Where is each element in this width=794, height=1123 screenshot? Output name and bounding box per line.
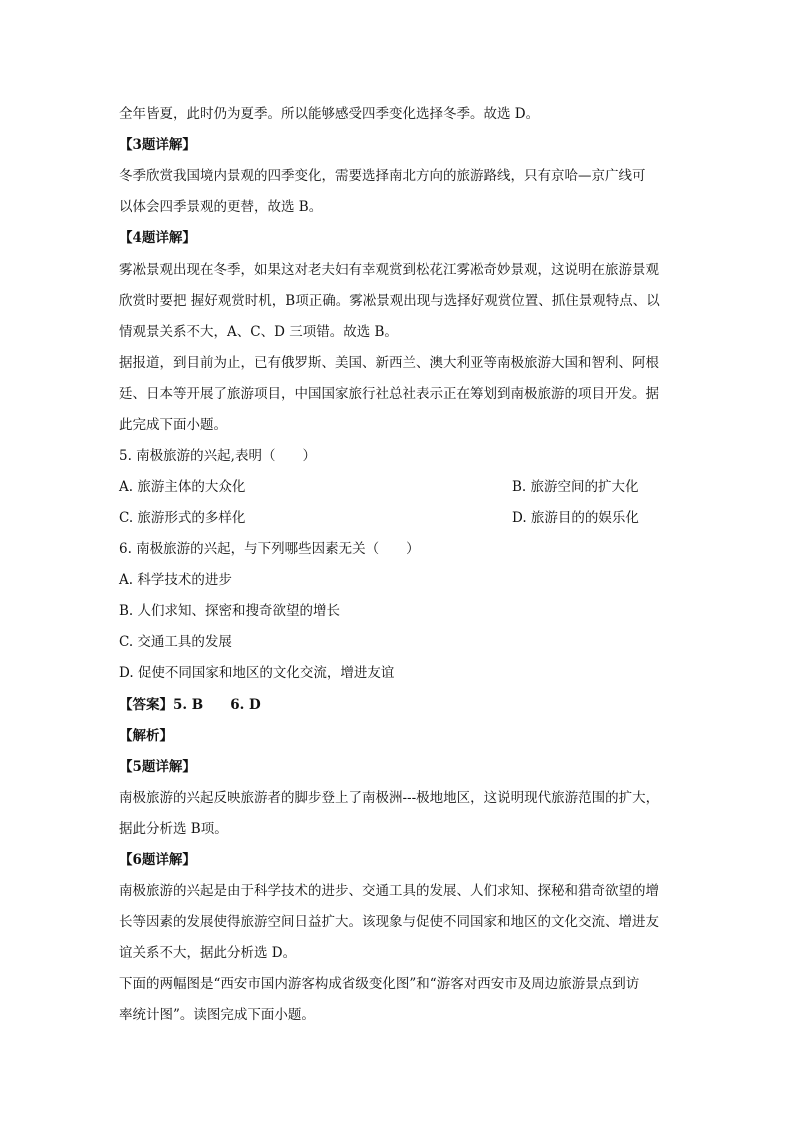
section-heading-q5: 【5题详解】 [119,759,196,775]
text-line: 廷、日本等开展了旅游项目，中国国家旅行社总社表示正在筹划到南极旅游的项目开发。据 [119,386,659,402]
text-line: 据报道，到目前为止，已有俄罗斯、美国、新西兰、澳大利亚等南极旅游大国和智利、阿根 [119,355,659,371]
text-line: 冬季欣赏我国境内景观的四季变化，需要选择南北方向的旅游路线，只有京哈—京广线可 [119,168,646,184]
text-line: 全年皆夏，此时仍为夏季。所以能够感受四季变化选择冬季。故选 D。 [119,106,540,122]
text-line: 情观景关系不大，A、C、D 三项错。故选 B。 [119,324,398,340]
text-line: 下面的两幅图是“西安市国内游客构成省级变化图”和“游客对西安市及周边旅游景点到访 [119,976,640,992]
question-5-options-row-1 [119,477,679,497]
question-5-options-row-2 [119,508,679,528]
text-line: 率统计图”。读图完成下面小题。 [119,1007,315,1023]
text-line: 以体会四季景观的更替，故选 B。 [119,199,323,215]
option-5a: A. 旅游主体的大众化 [119,479,246,495]
question-5-stem: 5. 南极旅游的兴起,表明（ ） [119,448,316,464]
text-line: 南极旅游的兴起是由于科学技术的进步、交通工具的发展、人们求知、探秘和猎奇欲望的增 [119,883,659,899]
option-5d: D. 旅游目的的娱乐化 [512,510,639,526]
text-line: 南极旅游的兴起反映旅游者的脚步登上了南极洲---极地地区，这说明现代旅游范围的扩大， [119,790,660,806]
option-6d: D. 促使不同国家和地区的文化交流，增进友谊 [119,665,395,681]
section-heading-q3: 【3题详解】 [119,137,196,153]
text-line: 长等因素的发展使得旅游空间日益扩大。该现象与促使不同国家和地区的文化交流、增进友 [119,914,659,930]
analysis-heading: 【解析】 [119,728,173,744]
option-5c: C. 旅游形式的多样化 [119,510,246,526]
section-heading-q4: 【4题详解】 [119,230,196,246]
section-heading-q6: 【6题详解】 [119,852,196,868]
question-6-stem: 6. 南极旅游的兴起，与下列哪些因素无关（ ） [119,541,420,557]
option-6a: A. 科学技术的进步 [119,572,232,588]
text-line: 欣赏时要把 握好观赏时机，B项正确。雾凇景观出现与选择好观赏位置、抓住景观特点、以 [119,293,660,309]
text-line: 谊关系不大，据此分析选 D。 [119,945,297,961]
text-line: 雾凇景观出现在冬季，如果这对老夫妇有幸观赏到松花江雾凇奇妙景观，这说明在旅游景观 [119,262,659,278]
option-6b: B. 人们求知、探密和搜奇欲望的增长 [119,603,341,619]
text-line: 据此分析选 B项。 [119,821,228,837]
answer-line: 【答案】5. B 6. D [119,697,261,713]
option-5b: B. 旅游空间的扩大化 [512,479,639,495]
text-line: 此完成下面小题。 [119,417,227,433]
option-6c: C. 交通工具的发展 [119,634,232,650]
